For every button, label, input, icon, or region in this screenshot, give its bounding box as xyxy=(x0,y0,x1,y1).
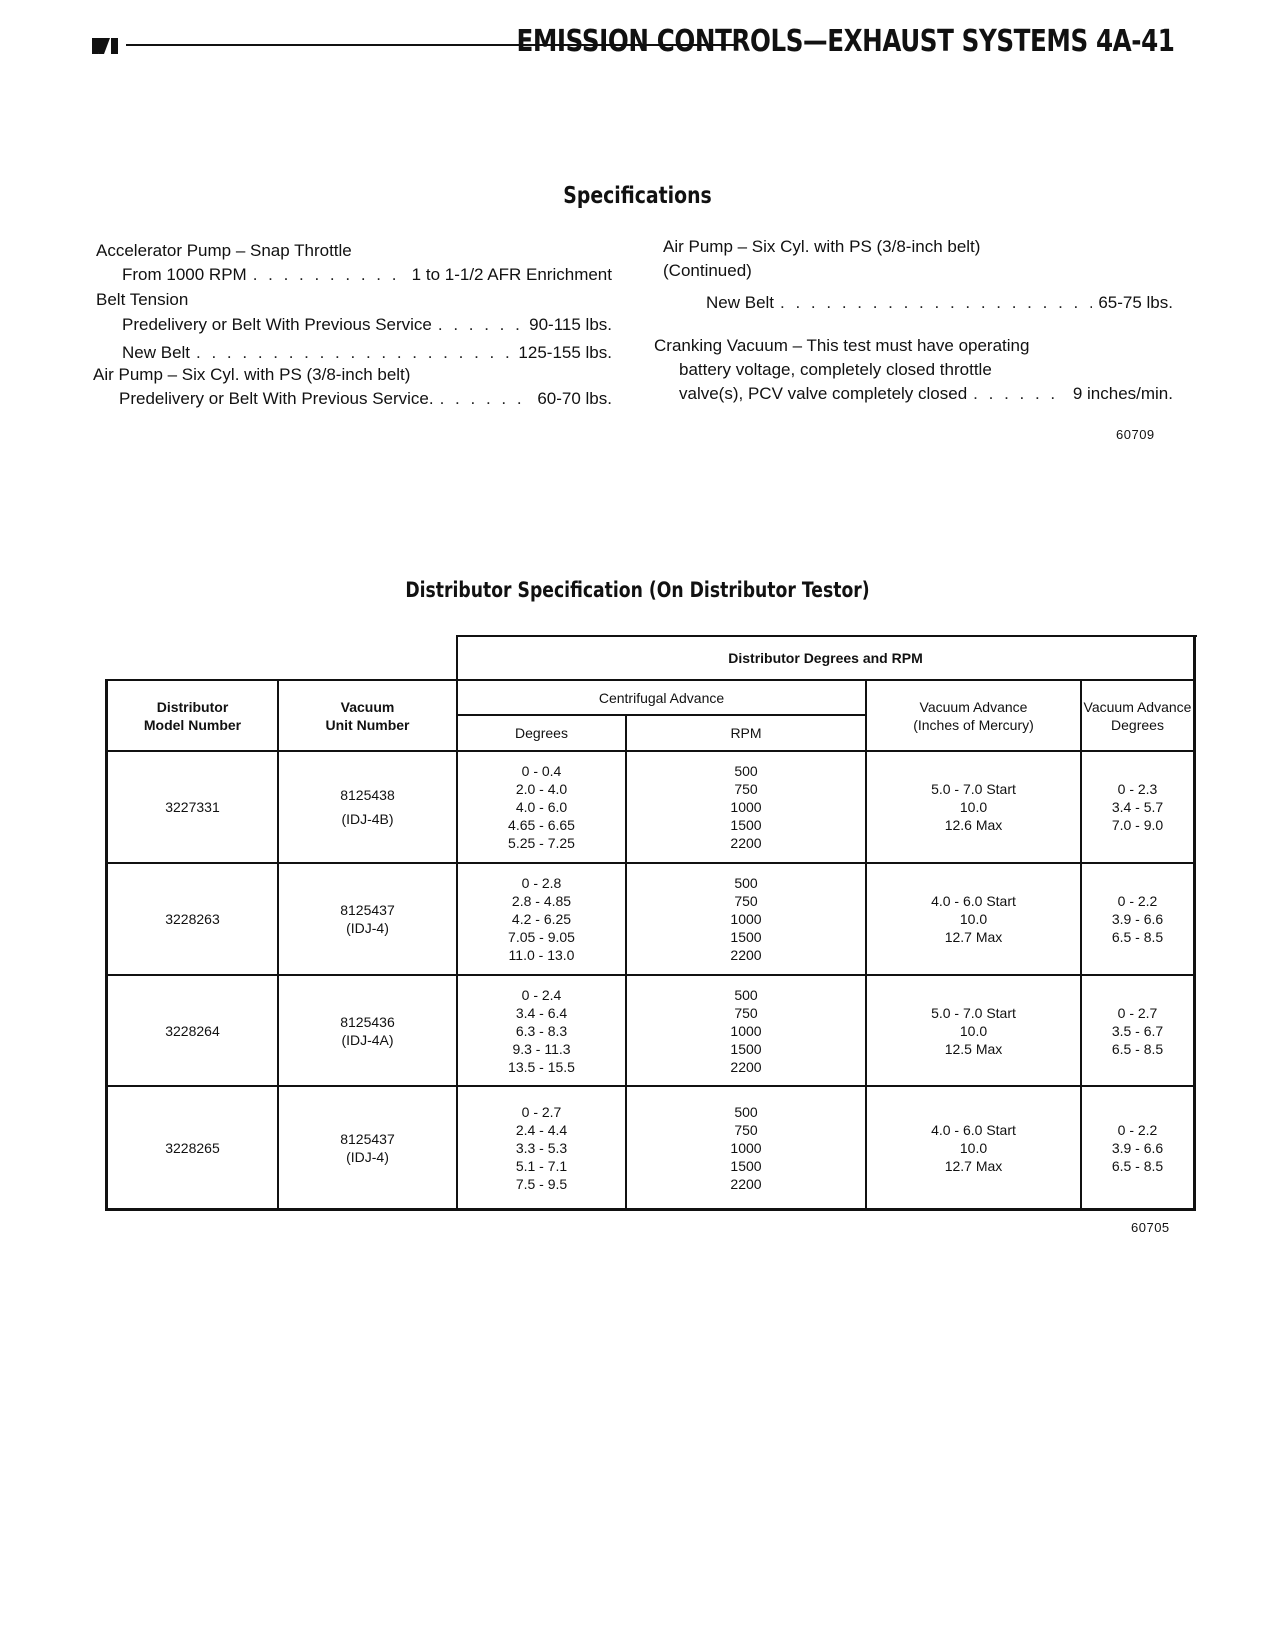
rpm-cell xyxy=(627,752,865,862)
model-number-cell: 3227331 xyxy=(165,799,220,815)
degrees-value: 4.2 - 6.25 xyxy=(511,911,572,927)
vacuum-degrees-cell xyxy=(1082,752,1193,862)
vacuum-inches-cell xyxy=(867,976,1080,1085)
degrees-cell xyxy=(458,976,625,1085)
belt-tension-heading: Belt Tension xyxy=(96,290,189,309)
vacuum-degrees-value: 7.0 - 9.0 xyxy=(1111,817,1164,833)
degrees-value: 2.8 - 4.85 xyxy=(511,893,572,909)
degrees-value: 7.5 - 9.5 xyxy=(515,1175,568,1192)
page-title: EMISSION CONTROLS—EXHAUST SYSTEMS 4A-41 xyxy=(515,24,1174,59)
rpm-value: 1500 xyxy=(730,817,762,833)
header-line: Vacuum Advance xyxy=(919,698,1028,715)
spec-label: Predelivery or Belt With Previous Service. xyxy=(119,389,434,408)
header-line: Unit Number xyxy=(325,716,410,733)
rpm-value: 2200 xyxy=(730,1058,762,1075)
belt-new-spec xyxy=(122,342,612,364)
vacuum-degrees-value: 6.5 - 8.5 xyxy=(1111,1040,1164,1057)
header-line: Model Number xyxy=(143,716,242,733)
rpm-value: 500 xyxy=(734,763,758,779)
vacuum-inches-cell xyxy=(867,752,1080,862)
unit-number: 8125437 xyxy=(340,902,395,918)
page-header xyxy=(92,24,1182,64)
vacuum-inches-value: 5.0 - 7.0 Start xyxy=(931,1004,1016,1021)
vacuum-inches-value: 12.7 Max xyxy=(944,1157,1003,1174)
vacuum-inches-value: 10.0 xyxy=(959,1139,988,1156)
rpm-value: 500 xyxy=(734,986,758,1003)
vacuum-degrees-cell xyxy=(1082,864,1193,974)
model-number-cell: 3228264 xyxy=(165,1022,220,1039)
spec-label: New Belt xyxy=(122,343,191,362)
rpm-value: 1000 xyxy=(730,911,762,927)
dot-leader xyxy=(780,292,1092,314)
rpm-value: 750 xyxy=(734,893,758,909)
rpm-value: 750 xyxy=(734,781,758,797)
vacuum-inches-value: 5.0 - 7.0 Start xyxy=(931,781,1016,797)
rpm-value: 500 xyxy=(734,875,758,891)
spec-value: 90-115 lbs. xyxy=(529,315,612,334)
degrees-value: 4.0 - 6.0 xyxy=(515,799,568,815)
vacuum-inches-value: 12.6 Max xyxy=(944,817,1003,833)
spec-label: From 1000 RPM xyxy=(122,265,247,284)
rpm-value: 1000 xyxy=(730,1022,762,1039)
degrees-cell xyxy=(458,1087,625,1208)
air-pump-heading: Air Pump – Six Cyl. with PS (3/8-inch belt) xyxy=(93,365,411,384)
rpm-value: 1000 xyxy=(730,799,762,815)
air-pump-continued-heading: Air Pump – Six Cyl. with PS (3/8-inch belt) xyxy=(663,237,981,256)
header-line: Vacuum xyxy=(340,698,395,715)
dot-leader xyxy=(438,314,523,336)
rpm-value: 500 xyxy=(734,1103,758,1120)
figure-code: 60705 xyxy=(1131,1220,1170,1235)
vacuum-degrees-value: 0 - 2.7 xyxy=(1117,1004,1158,1021)
degrees-cell xyxy=(458,864,625,974)
air-pump-predelivery-spec xyxy=(119,388,612,410)
vacuum-degrees-value: 6.5 - 8.5 xyxy=(1111,929,1164,945)
header-vacuum-unit xyxy=(279,681,456,750)
rpm-cell xyxy=(627,1087,865,1208)
vacuum-inches-value: 10.0 xyxy=(959,911,988,927)
rpm-value: 2200 xyxy=(730,1175,762,1192)
dot-leader xyxy=(973,383,1067,405)
header-centrifugal-advance: Centrifugal Advance xyxy=(598,689,725,706)
vacuum-degrees-value: 3.4 - 5.7 xyxy=(1111,799,1164,815)
dot-leader xyxy=(253,264,406,286)
degrees-value: 9.3 - 11.3 xyxy=(512,1040,571,1057)
vacuum-unit-cell xyxy=(279,976,456,1085)
header-degrees-rpm: Distributor Degrees and RPM xyxy=(728,650,923,666)
degrees-value: 4.65 - 6.65 xyxy=(508,817,575,833)
degrees-value: 0 - 2.8 xyxy=(521,875,562,891)
degrees-value: 5.1 - 7.1 xyxy=(515,1157,568,1174)
degrees-value: 3.4 - 6.4 xyxy=(515,1004,568,1021)
vacuum-degrees-value: 0 - 2.3 xyxy=(1117,781,1158,797)
vacuum-inches-value: 4.0 - 6.0 Start xyxy=(931,893,1016,909)
belt-predelivery-spec xyxy=(122,314,612,336)
unit-code: (IDJ-4B) xyxy=(341,811,394,827)
distributor-title: Distributor Specification (On Distributor Testor) xyxy=(405,578,870,602)
rpm-value: 750 xyxy=(734,1004,758,1021)
spec-value: 65-75 lbs. xyxy=(1098,293,1173,312)
air-pump-new-belt-spec xyxy=(706,292,1173,314)
degrees-value: 0 - 2.7 xyxy=(521,1103,562,1120)
cranking-vacuum-line2: battery voltage, completely closed throttle xyxy=(679,360,992,379)
brand-logo-icon xyxy=(92,34,120,56)
spec-label: Predelivery or Belt With Previous Service xyxy=(122,315,432,334)
specifications-title: Specifications xyxy=(563,183,712,209)
spec-value: 60-70 lbs. xyxy=(537,389,612,408)
rpm-value: 1500 xyxy=(730,1157,762,1174)
vacuum-inches-value: 10.0 xyxy=(959,799,988,815)
unit-number: 8125436 xyxy=(340,1013,395,1030)
rpm-value: 1500 xyxy=(730,1040,762,1057)
vacuum-unit-cell xyxy=(279,752,456,862)
spec-value: 9 inches/min. xyxy=(1072,384,1173,403)
header-degrees: Degrees xyxy=(515,725,568,741)
spec-label: New Belt xyxy=(706,293,775,312)
rpm-value: 1500 xyxy=(730,929,762,945)
dot-leader xyxy=(440,388,532,410)
accelerator-pump-spec xyxy=(122,264,612,286)
vacuum-degrees-value: 3.9 - 6.6 xyxy=(1111,1139,1164,1156)
degrees-value: 6.3 - 8.3 xyxy=(515,1022,568,1039)
model-number-cell: 3228263 xyxy=(165,911,220,927)
vacuum-degrees-cell xyxy=(1082,1087,1193,1208)
vacuum-inches-value: 10.0 xyxy=(959,1022,988,1039)
vacuum-degrees-value: 3.9 - 6.6 xyxy=(1111,911,1164,927)
rpm-value: 2200 xyxy=(730,835,762,851)
cranking-vacuum-line1: Cranking Vacuum – This test must have operating xyxy=(654,336,1030,355)
dot-leader xyxy=(196,342,512,364)
spec-label: valve(s), PCV valve completely closed xyxy=(679,384,968,403)
unit-number: 8125438 xyxy=(340,787,395,803)
vacuum-degrees-value: 3.5 - 6.7 xyxy=(1111,1022,1164,1039)
cranking-vacuum-spec xyxy=(679,383,1173,405)
unit-code: (IDJ-4) xyxy=(346,1148,389,1165)
continued-label: (Continued) xyxy=(663,261,752,280)
degrees-value: 7.05 - 9.05 xyxy=(508,929,575,945)
rpm-cell xyxy=(627,976,865,1085)
degrees-value: 3.3 - 5.3 xyxy=(515,1139,568,1156)
vacuum-inches-cell xyxy=(867,1087,1080,1208)
vacuum-unit-cell xyxy=(279,864,456,974)
degrees-value: 0 - 2.4 xyxy=(521,986,562,1003)
degrees-value: 2.4 - 4.4 xyxy=(515,1121,568,1138)
header-line: Distributor xyxy=(156,698,229,715)
vacuum-degrees-cell xyxy=(1082,976,1193,1085)
degrees-value: 2.0 - 4.0 xyxy=(515,781,568,797)
spec-value: 125-155 lbs. xyxy=(518,343,612,362)
distributor-spec-table xyxy=(105,635,1197,1211)
degrees-value: 13.5 - 15.5 xyxy=(508,1058,575,1075)
header-model-number xyxy=(108,681,277,750)
unit-code: (IDJ-4A) xyxy=(341,1031,394,1048)
rpm-value: 750 xyxy=(734,1121,758,1138)
unit-code: (IDJ-4) xyxy=(346,920,389,936)
vacuum-inches-value: 12.7 Max xyxy=(944,929,1003,945)
header-line: (Inches of Mercury) xyxy=(913,716,1034,733)
header-vacuum-advance-inches xyxy=(867,681,1080,750)
figure-code: 60709 xyxy=(1116,427,1155,442)
vacuum-degrees-value: 6.5 - 8.5 xyxy=(1111,1157,1164,1174)
vacuum-inches-value: 12.5 Max xyxy=(944,1040,1003,1057)
vacuum-degrees-value: 0 - 2.2 xyxy=(1117,893,1158,909)
rpm-value: 2200 xyxy=(730,947,762,963)
degrees-value: 5.25 - 7.25 xyxy=(508,835,575,851)
rpm-value: 1000 xyxy=(730,1139,762,1156)
vacuum-degrees-value: 0 - 2.2 xyxy=(1117,1121,1158,1138)
degrees-cell xyxy=(458,752,625,862)
vacuum-inches-value: 4.0 - 6.0 Start xyxy=(931,1121,1016,1138)
vacuum-unit-cell xyxy=(279,1087,456,1208)
vacuum-inches-cell xyxy=(867,864,1080,974)
rpm-cell xyxy=(627,864,865,974)
unit-number: 8125437 xyxy=(340,1130,395,1147)
degrees-value: 11.0 - 13.0 xyxy=(508,947,575,963)
header-vacuum-advance-degrees: Vacuum Advance Degrees xyxy=(1083,698,1192,733)
model-number-cell: 3228265 xyxy=(165,1139,220,1156)
degrees-value: 0 - 0.4 xyxy=(521,763,562,779)
spec-value: 1 to 1-1/2 AFR Enrichment xyxy=(411,265,612,284)
header-rpm: RPM xyxy=(730,725,762,741)
accelerator-pump-heading: Accelerator Pump – Snap Throttle xyxy=(96,241,352,260)
